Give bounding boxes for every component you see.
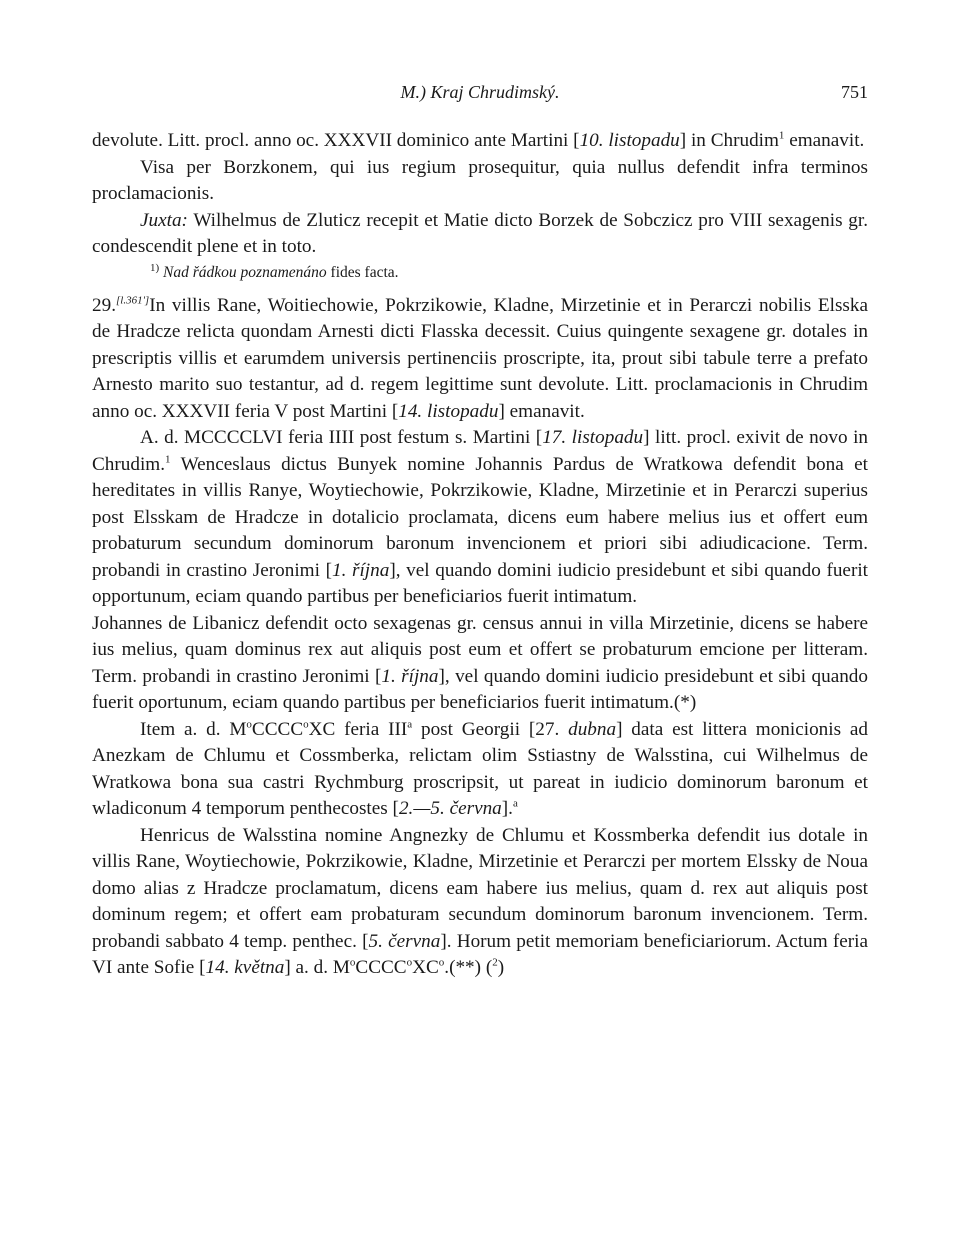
paragraph-8: Henricus de Walsstina nomine Angnezky de Chlumu et Kossmberka defendit ius dotale in villis Rane, Woytiechowie, Pokrzikowie, Kladne, Mirzetinie et Perarczi per mortem Elssky de Noua domo alias z Hradcze proclamatum, dicens eam habere ius melius, quam d. rex aut aliquis post dominum regem; et offert eam probaturam secundum dominorum baronum invencionem. Term. probandi sabbato 4 temp. penthec. [5. června]. Horum petit memoriam beneficiariorum. Actum feria VI ante Sofie [14. května] a. d. $M^oCCCC^oXC^o.(**)$ ($^2$) bbox=[92, 824, 868, 978]
paragraph-7: Item a. d. $M^oCCCC^oXC$ feria III$^a$ post Georgii [27. dubna] data est littera monicionis ad Anezkam de Chlumu et Cossmberka, relictam olim Sstiastny de Walsstina, cui Wilhelmus de Wratkowa bona sua castri Rychmburg proscripsit, ut pareat in iudicio dominorum baronum et wladiconum 4 temporum penthecostes [2.—5. června].$^a$ bbox=[92, 718, 869, 819]
entry-number: 29. bbox=[92, 294, 116, 316]
folio-reference: [l.361'] bbox=[115, 294, 150, 307]
paragraph-2: Visa per Borzkonem, qui ius regium prosequitur, quia nullus defendit infra terminos proclamacionis. bbox=[92, 156, 868, 204]
page-header bbox=[0, 82, 960, 108]
text-body bbox=[92, 128, 868, 982]
footnote-mark: 1) bbox=[150, 261, 160, 274]
page-number: 751 bbox=[841, 82, 868, 102]
running-title: M.) Kraj Chrudimský. bbox=[400, 82, 560, 102]
paragraph-6: Johannes de Libanicz defendit octo sexagenas gr. census annui in villa Mirzetinie, dicens se habere ius melius, quam dominus rex aut aliquis post eum et offert se probaturum emcione per litteram. Term. probandi in crastino Jeronimi [1. října], vel quando domini iudicio presidebunt et sibi quando fuerit oportunum, eciam quando partibus per beneficiarios fuerit intimatum.(*) bbox=[92, 612, 868, 713]
paragraph-3: Juxta: Wilhelmus de Zluticz recepit et Matie dicto Borzek de Sobczicz pro VIII sexagenis gr. condescendit plene et in toto. bbox=[92, 209, 868, 257]
paragraph-5: A. d. MCCCCLVI feria IIII post festum s. Martini [17. listopadu] litt. procl. exivit de novo in Chrudim.$^1$ Wenceslaus dictus Bunyek nomine Johannis Pardus de Wratkowa defendit bona et hereditates in villis Ranye, Woytiechowie, Pokrzikowie, Kladne, Mirzetinie et in Perarczi superius post Elsskam de Hradcze in dotalicio proclamata, dicens eum habere melius ius et offert eum probaturum secundum dominorum baronum invencionem et priori sibi adiudicacione. Term. probandi in crastino Jeronimi [1. října], vel quando domini iudicio presidebunt et sibi quando fuerit opportunum, eciam quando partibus per beneficiarios fuerit intimatum. bbox=[92, 427, 868, 607]
footnote-ref: 1 bbox=[778, 129, 785, 142]
paragraph-entry-29: 29.[l.361']In villis Rane, Woitiechowie, Pokrzikowie, Kladne, Mirzetinie et in Perarczi nobilis Elsska de Hradcze relicta quondam Arnesti dicti Flasska decessit. Cuius quingente sexagene gr. dotales in prescriptis villis et earumdem universis pertinenciis proscripte, ita, prout sibi tabule terre a prefato Arnesto marito suo testantur, ad d. regem legittime sunt devolute. Litt. proclamacionis in Chrudim anno oc. XXXVII feria V post Martini [14. listopadu] emanavit. bbox=[92, 294, 868, 422]
paragraph-1: devolute. Litt. procl. anno oc. XXXVII dominico ante Martini [10. listopadu] in Chrudim$^1$ emanavit. bbox=[92, 129, 865, 151]
footnote-ref: 1 bbox=[165, 453, 171, 466]
footnote-1: $^{1)}$ Nad řádkou poznamenáno fides facta. bbox=[150, 261, 399, 281]
